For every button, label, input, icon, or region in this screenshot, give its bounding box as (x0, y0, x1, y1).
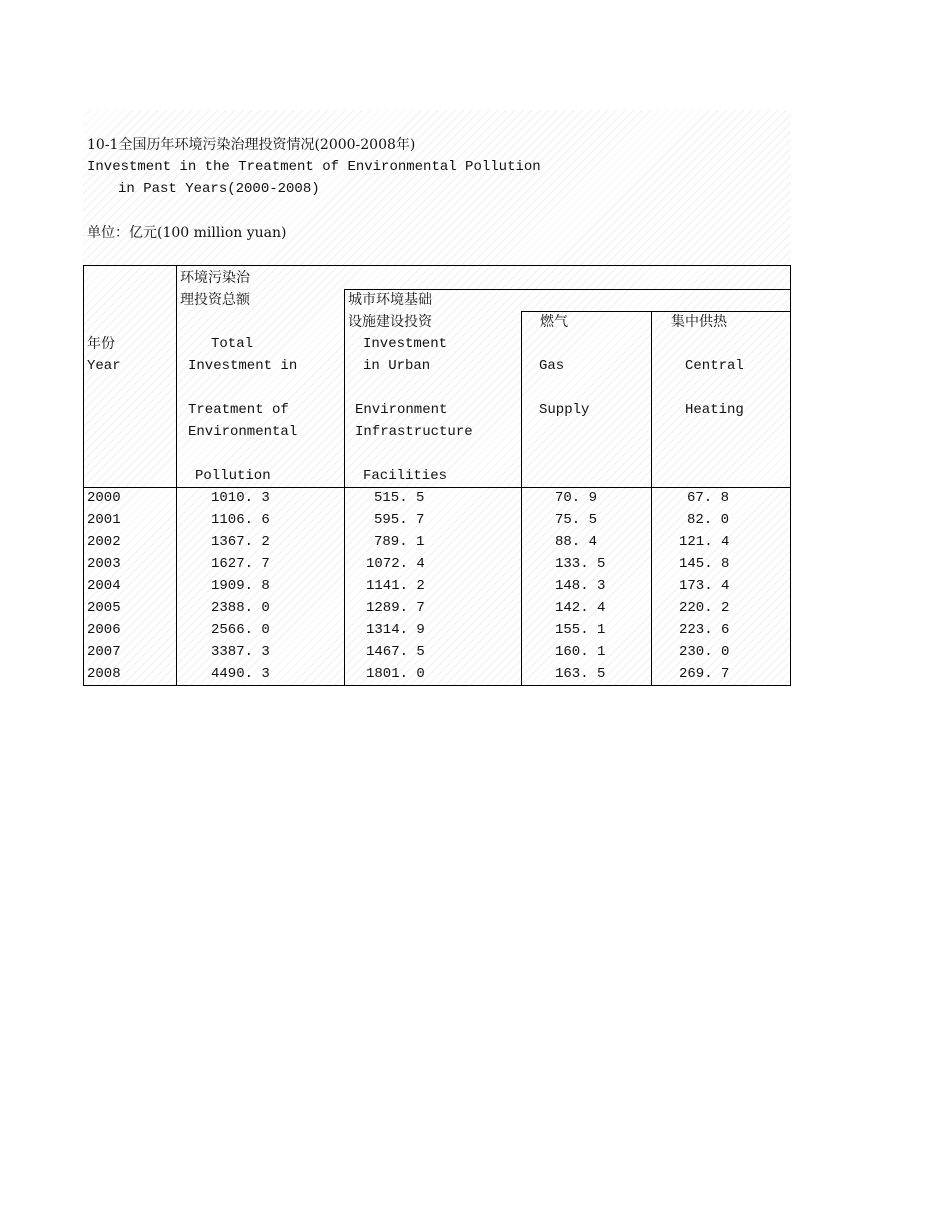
cell-total: 1627. 7 (211, 556, 270, 572)
header-gas-en2: Supply (539, 402, 590, 418)
cell-total: 1106. 6 (211, 512, 270, 528)
data-table (83, 265, 791, 686)
header-total-en1: Total (211, 336, 254, 352)
header-total-en4: Environmental (188, 424, 298, 440)
table-title-en-line1: Investment in the Treatment of Environmental Pollution (87, 159, 541, 175)
cell-urban: 1467. 5 (366, 644, 425, 660)
cell-total: 1367. 2 (211, 534, 270, 550)
cell-gas: 133. 5 (555, 556, 606, 572)
header-gas-en1: Gas (539, 358, 565, 374)
cell-gas: 88. 4 (555, 534, 598, 550)
col-divider-urban (521, 311, 522, 686)
cell-gas: 155. 1 (555, 622, 606, 638)
cell-heat: 220. 2 (679, 600, 730, 616)
cell-year: 2003 (87, 556, 121, 572)
header-urban-en1: Investment (363, 336, 448, 352)
cell-total: 3387. 3 (211, 644, 270, 660)
header-heat-en2: Heating (685, 402, 744, 418)
cell-total: 1010. 3 (211, 490, 270, 506)
table-title-cn: 10-1全国历年环境污染治理投资情况(2000-2008年) (87, 137, 416, 153)
header-urban-en4: Infrastructure (355, 424, 473, 440)
cell-heat: 145. 8 (679, 556, 730, 572)
header-gas-cn: 燃气 (540, 314, 568, 330)
cell-gas: 70. 9 (555, 490, 598, 506)
header-urban-en3: Environment (355, 402, 448, 418)
cell-heat: 223. 6 (679, 622, 730, 638)
header-urban-cn1: 城市环境基础 (348, 292, 432, 308)
cell-urban: 789. 1 (374, 534, 425, 550)
cell-gas: 148. 3 (555, 578, 606, 594)
cell-urban: 1072. 4 (366, 556, 425, 572)
header-total-cn2: 理投资总额 (180, 292, 250, 308)
cell-urban: 1141. 2 (366, 578, 425, 594)
header-total-cn1: 环境污染治 (180, 270, 250, 286)
cell-heat: 67. 8 (687, 490, 730, 506)
header-heat-cn: 集中供热 (671, 314, 727, 330)
cell-heat: 121. 4 (679, 534, 730, 550)
header-total-en2: Investment in (188, 358, 298, 374)
cell-gas: 163. 5 (555, 666, 606, 682)
cell-year: 2002 (87, 534, 121, 550)
cell-year: 2004 (87, 578, 121, 594)
header-year-en: Year (87, 358, 121, 374)
table-title-en-line2: in Past Years(2000-2008) (118, 181, 320, 197)
cell-year: 2005 (87, 600, 121, 616)
cell-total: 1909. 8 (211, 578, 270, 594)
cell-heat: 82. 0 (687, 512, 730, 528)
cell-year: 2007 (87, 644, 121, 660)
unit-label: 单位：亿元(100 million yuan) (87, 225, 287, 241)
header-total-en5: Pollution (195, 468, 271, 484)
cell-urban: 515. 5 (374, 490, 425, 506)
cell-total: 2388. 0 (211, 600, 270, 616)
header-total-en3: Treatment of (188, 402, 289, 418)
cell-total: 4490. 3 (211, 666, 270, 682)
cell-heat: 230. 0 (679, 644, 730, 660)
col-divider-year (176, 266, 177, 686)
cell-gas: 142. 4 (555, 600, 606, 616)
cell-heat: 173. 4 (679, 578, 730, 594)
cell-urban: 1801. 0 (366, 666, 425, 682)
cell-gas: 160. 1 (555, 644, 606, 660)
cell-year: 2006 (87, 622, 121, 638)
header-heat-en1: Central (685, 358, 744, 374)
header-urban-en2: in Urban (363, 358, 431, 374)
cell-year: 2001 (87, 512, 121, 528)
header-urban-en5: Facilities (363, 468, 448, 484)
col-divider-gas (651, 311, 652, 686)
cell-gas: 75. 5 (555, 512, 598, 528)
header-year-cn: 年份 (87, 336, 115, 352)
cell-urban: 595. 7 (374, 512, 425, 528)
cell-total: 2566. 0 (211, 622, 270, 638)
cell-year: 2008 (87, 666, 121, 682)
cell-year: 2000 (87, 490, 121, 506)
header-urban-cn2: 设施建设投资 (348, 314, 432, 330)
header-bottom-rule (84, 487, 791, 488)
cell-urban: 1314. 9 (366, 622, 425, 638)
cell-urban: 1289. 7 (366, 600, 425, 616)
cell-heat: 269. 7 (679, 666, 730, 682)
